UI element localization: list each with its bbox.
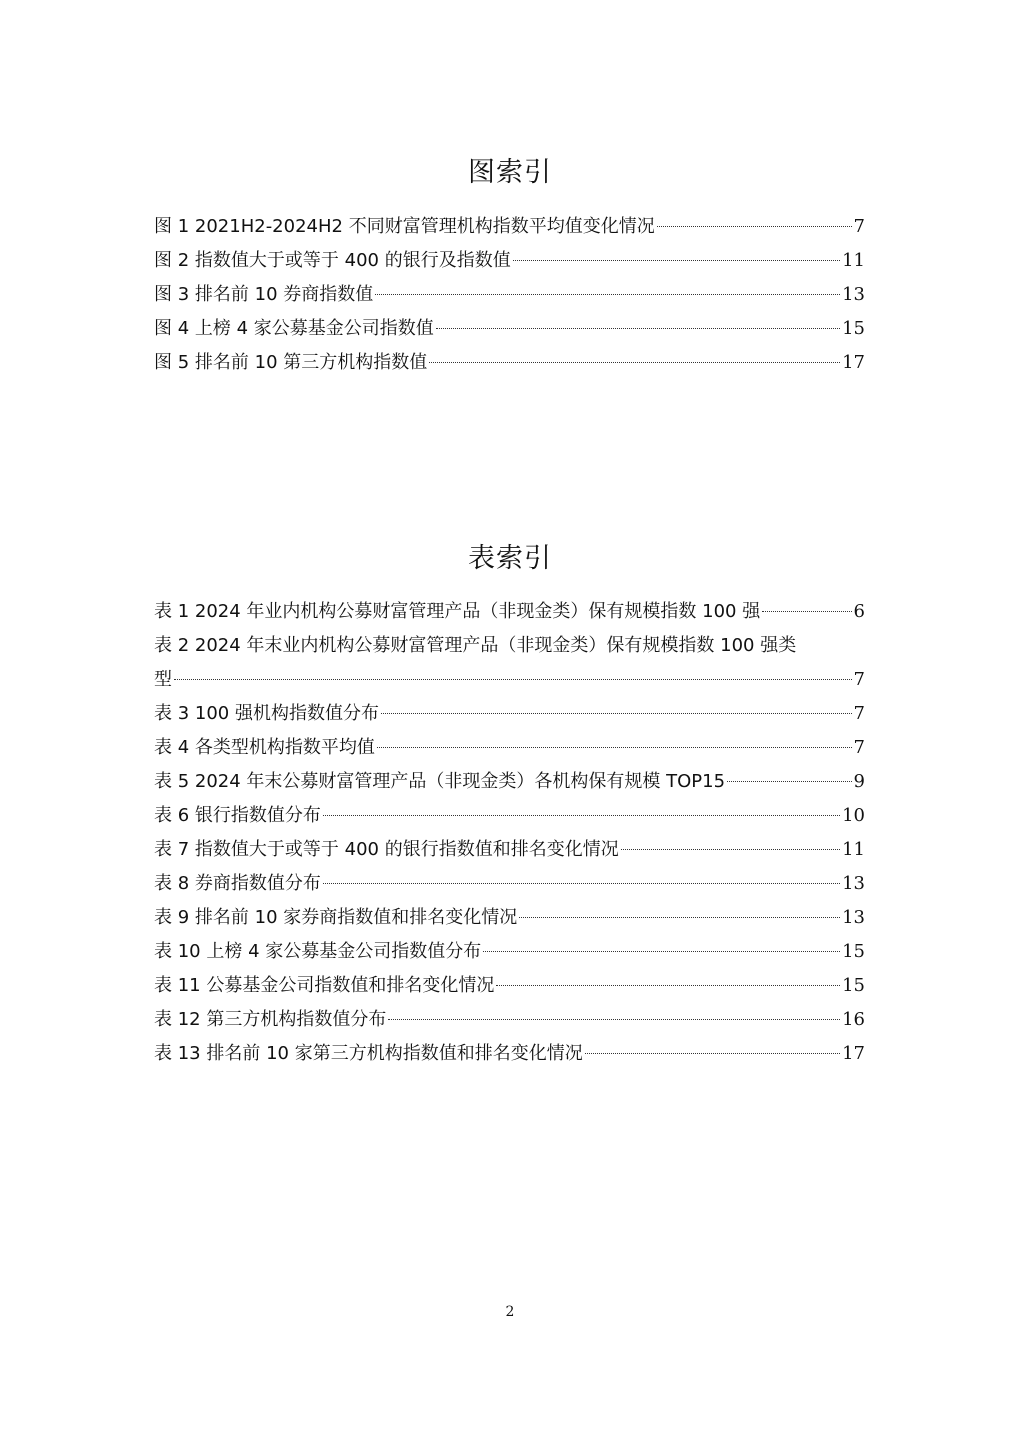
dot-leader	[519, 917, 840, 918]
dot-leader	[381, 713, 852, 714]
dot-leader	[657, 226, 852, 227]
entry-page-number: 7	[853, 216, 865, 237]
dot-leader	[388, 1019, 840, 1020]
table-index-entry[interactable]	[154, 1003, 865, 1037]
table-index-entry[interactable]	[154, 765, 865, 799]
dot-leader	[436, 328, 840, 329]
entry-line2	[154, 663, 865, 697]
entry-label: 表 5 2024 年末公募财富管理产品（非现金类）各机构保有规模 TOP15	[154, 771, 726, 792]
entry-page-number: 13	[842, 873, 865, 894]
entry-label: 表 7 指数值大于或等于 400 的银行指数值和排名变化情况	[154, 839, 619, 860]
entry-page-number: 16	[842, 1009, 865, 1030]
table-index-entry[interactable]	[154, 629, 865, 697]
figure-index-list	[154, 210, 865, 380]
entry-page-number: 17	[842, 1043, 865, 1064]
entry-page-number: 15	[842, 941, 865, 962]
entry-label: 表 6 银行指数值分布	[154, 805, 321, 826]
figure-index-entry[interactable]	[154, 244, 865, 278]
entry-label: 表 12 第三方机构指数值分布	[154, 1009, 387, 1030]
entry-label: 表 10 上榜 4 家公募基金公司指数值分布	[154, 941, 482, 962]
table-index-entry[interactable]	[154, 697, 865, 731]
table-index-entry[interactable]	[154, 731, 865, 765]
entry-page-number: 10	[842, 805, 865, 826]
page-number: 2	[505, 1304, 515, 1320]
entry-label: 表 4 各类型机构指数平均值	[154, 737, 375, 758]
table-index-entry[interactable]	[154, 799, 865, 833]
entry-page-number: 11	[842, 839, 865, 860]
entry-label: 表 8 券商指数值分布	[154, 873, 321, 894]
table-index-title: 表索引	[468, 543, 552, 575]
dot-leader	[585, 1053, 840, 1054]
entry-page-number: 7	[853, 737, 865, 758]
entry-page-number: 13	[842, 284, 865, 305]
table-index-entry[interactable]	[154, 901, 865, 935]
dot-leader	[762, 611, 851, 612]
entry-label-line1: 表 2 2024 年末业内机构公募财富管理产品（非现金类）保有规模指数 100 强类	[154, 635, 797, 656]
entry-page-number: 11	[842, 250, 865, 271]
entry-label-line2: 型	[154, 669, 172, 690]
dot-leader	[496, 985, 840, 986]
dot-leader	[377, 747, 852, 748]
entry-page-number: 17	[842, 352, 865, 373]
entry-page-number: 13	[842, 907, 865, 928]
figure-index-title: 图索引	[468, 157, 552, 189]
dot-leader	[323, 815, 840, 816]
figure-index-entry[interactable]	[154, 346, 865, 380]
entry-page-number: 9	[853, 771, 865, 792]
dot-leader	[174, 679, 852, 680]
entry-label: 图 5 排名前 10 第三方机构指数值	[154, 352, 428, 373]
table-index-entry[interactable]	[154, 969, 865, 1003]
dot-leader	[483, 951, 840, 952]
table-index-entry[interactable]	[154, 935, 865, 969]
entry-label: 表 3 100 强机构指数值分布	[154, 703, 379, 724]
entry-label: 图 2 指数值大于或等于 400 的银行及指数值	[154, 250, 511, 271]
entry-label: 表 9 排名前 10 家券商指数值和排名变化情况	[154, 907, 518, 928]
table-index-entry[interactable]	[154, 867, 865, 901]
dot-leader	[429, 362, 840, 363]
dot-leader	[513, 260, 840, 261]
dot-leader	[375, 294, 840, 295]
figure-index-entry[interactable]	[154, 210, 865, 244]
entry-label: 图 4 上榜 4 家公募基金公司指数值	[154, 318, 434, 339]
table-index-entry[interactable]	[154, 1037, 865, 1071]
entry-page-number: 7	[853, 703, 865, 724]
entry-label: 表 11 公募基金公司指数值和排名变化情况	[154, 975, 495, 996]
dot-leader	[727, 781, 851, 782]
figure-index-entry[interactable]	[154, 312, 865, 346]
entry-page-number: 7	[853, 669, 865, 690]
entry-page-number: 6	[853, 601, 865, 622]
entry-label: 表 1 2024 年业内机构公募财富管理产品（非现金类）保有规模指数 100 强	[154, 601, 761, 622]
figure-index-entry[interactable]	[154, 278, 865, 312]
dot-leader	[323, 883, 840, 884]
table-index-entry[interactable]	[154, 595, 865, 629]
entry-label: 图 1 2021H2-2024H2 不同财富管理机构指数平均值变化情况	[154, 216, 655, 237]
table-index-list	[154, 595, 865, 1071]
entry-page-number: 15	[842, 318, 865, 339]
entry-page-number: 15	[842, 975, 865, 996]
table-index-entry[interactable]	[154, 833, 865, 867]
entry-label: 图 3 排名前 10 券商指数值	[154, 284, 374, 305]
dot-leader	[621, 849, 840, 850]
entry-label: 表 13 排名前 10 家第三方机构指数值和排名变化情况	[154, 1043, 583, 1064]
